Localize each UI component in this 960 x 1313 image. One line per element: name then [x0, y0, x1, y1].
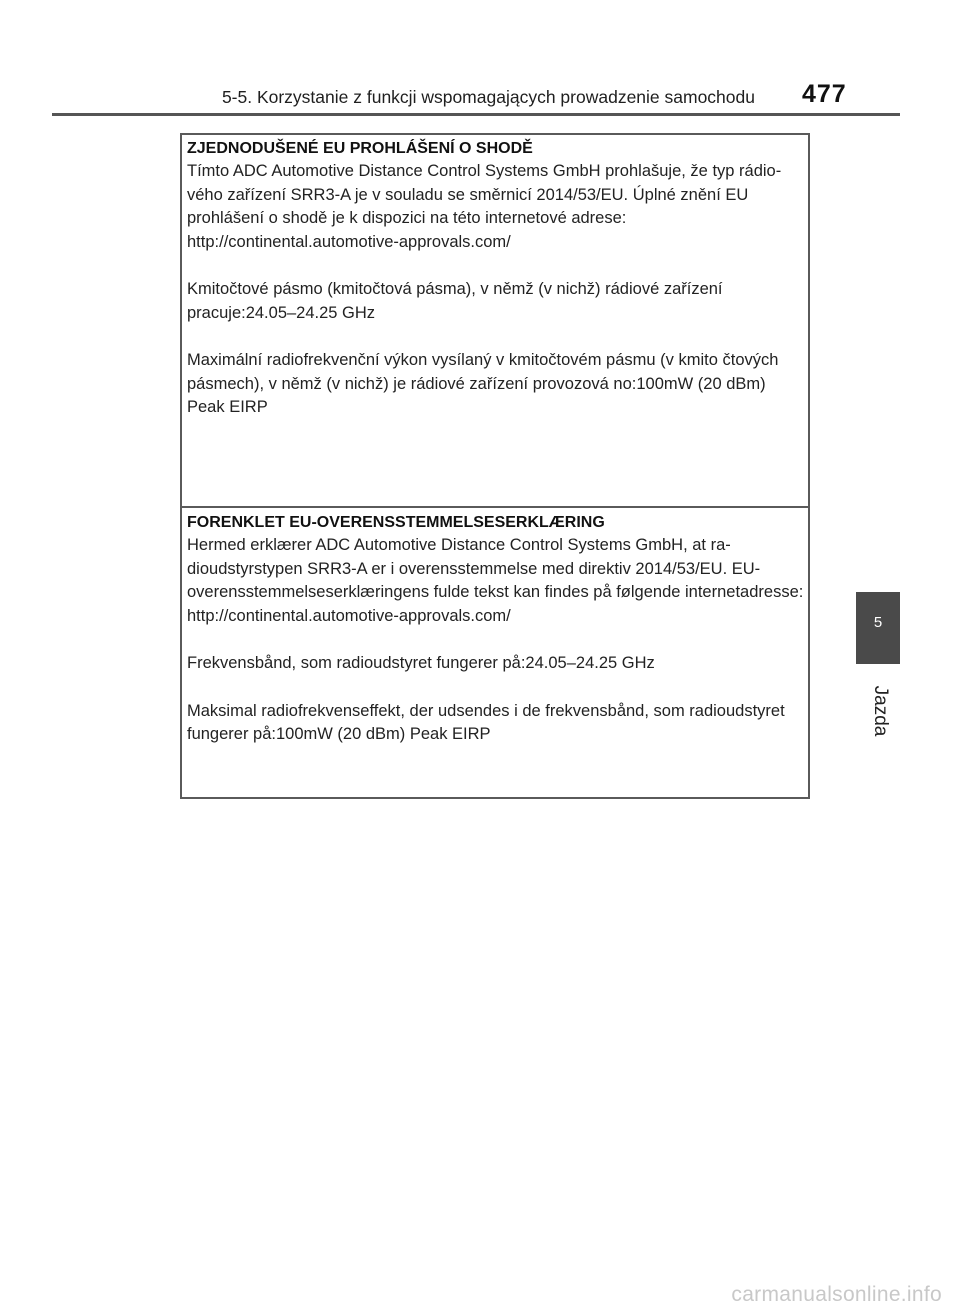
spacer: [187, 254, 804, 278]
czech-declaration-title: ZJEDNODUŠENÉ EU PROHLÁŠENÍ O SHODĚ: [187, 140, 533, 157]
section-title: 5-5. Korzystanie z funkcji wspomagających prowadzenie samochodu: [221, 87, 755, 107]
danish-paragraph-power: Maksimal radiofrekvenseffekt, der udsendes i de frekvensbånd, som radioudstyret fungerer på:100mW (20 dBm) Peak EIRP: [187, 701, 785, 743]
header-rule: [52, 113, 900, 116]
chapter-tab: [856, 592, 900, 664]
spacer: [187, 676, 804, 700]
czech-declaration: [182, 135, 808, 507]
chapter-label-text: Jazda: [870, 685, 891, 737]
spacer: [187, 325, 804, 349]
page-header: [0, 0, 960, 118]
czech-paragraph-power: Maximální radiofrekvenční výkon vysílaný v kmitočtovém pásmu (v kmito čtových pásmech), v němž (v nichž) je rádiové zařízení provozová no:100mW (20 dBm) Peak EIRP: [187, 351, 779, 416]
declaration-box: [180, 133, 810, 799]
chapter-number: 5: [873, 614, 883, 631]
danish-paragraph-intro: Hermed erklærer ADC Automotive Distance Control Systems GmbH, at ra-dioudstyrstypen SRR3-A er i overensstemmelse med direktiv 2014/53/EU. EU-overensstemmelseserklæringens fulde tekst kan findes på følgende internetadresse:: [187, 536, 804, 601]
danish-paragraph-frequency: Frekvensbånd, som radioudstyret fungerer på:24.05–24.25 GHz: [187, 654, 655, 672]
danish-url: http://continental.automotive-approvals.com/: [187, 606, 511, 625]
page-number: 477: [802, 80, 847, 108]
czech-url: http://continental.automotive-approvals.com/: [187, 232, 511, 251]
czech-paragraph-intro: Tímto ADC Automotive Distance Control Systems GmbH prohlašuje, že typ rádio-vého zařízení SRR3-A je v souladu se směrnicí 2014/53/EU. Úplné znění EU prohlášení o shodě je k dispozici na této internetové adrese:: [187, 162, 782, 227]
danish-declaration-title: FORENKLET EU-OVERENSSTEMMELSESERKLÆRING: [187, 514, 605, 531]
section-divider: [182, 506, 808, 508]
czech-paragraph-frequency: Kmitočtové pásmo (kmitočtová pásma), v němž (v nichž) rádiové zařízení pracuje:24.05–24.25 GHz: [187, 280, 723, 322]
chapter-label: [860, 676, 900, 746]
watermark: carmanualsonline.info: [731, 1283, 942, 1306]
danish-declaration: [182, 509, 808, 797]
spacer: [187, 628, 804, 652]
